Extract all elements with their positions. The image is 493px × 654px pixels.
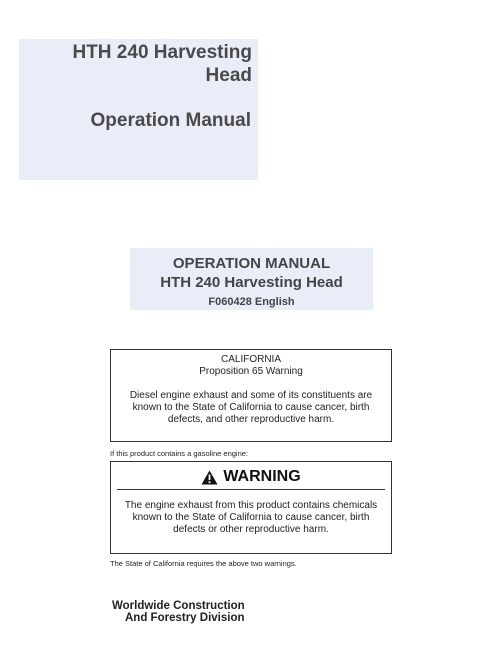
division-name xyxy=(112,600,245,624)
footer-note: The State of California requires the above two warnings. xyxy=(110,559,297,568)
cover-title-line2: Head xyxy=(205,65,252,86)
warning-label: WARNING xyxy=(223,468,301,485)
cover-doc-type: Operation Manual xyxy=(90,110,251,131)
prop65-heading1: CALIFORNIA xyxy=(220,354,281,365)
gasoline-note: If this product contains a gasoline engine: xyxy=(110,449,249,458)
subtitle-part-number: F060428 English xyxy=(208,296,295,308)
subtitle-product: HTH 240 Harvesting Head xyxy=(160,274,343,291)
prop65-body: Diesel engine exhaust and some of its constituents are known to the State of California to cause cancer, birth defects, and other reproductive harm. xyxy=(129,390,373,425)
division-line2: And Forestry Division xyxy=(125,612,245,624)
engine-warning-box xyxy=(110,461,392,554)
prop65-heading2: Proposition 65 Warning xyxy=(199,366,303,377)
warning-triangle-icon xyxy=(201,470,218,485)
prop65-warning-box xyxy=(110,349,392,442)
cover-title-line1: HTH 240 Harvesting xyxy=(72,42,252,63)
cover-title-block xyxy=(19,39,258,180)
warning-header xyxy=(117,468,385,490)
warning-body: The engine exhaust from this product contains chemicals known to the State of California to cause cancer, birth defects or other reproductive harm. xyxy=(124,500,378,535)
subtitle-doc-type: OPERATION MANUAL xyxy=(172,255,331,272)
cover-title xyxy=(72,41,252,87)
division-line1: Worldwide Construction xyxy=(112,600,245,612)
subtitle-block xyxy=(130,248,373,310)
